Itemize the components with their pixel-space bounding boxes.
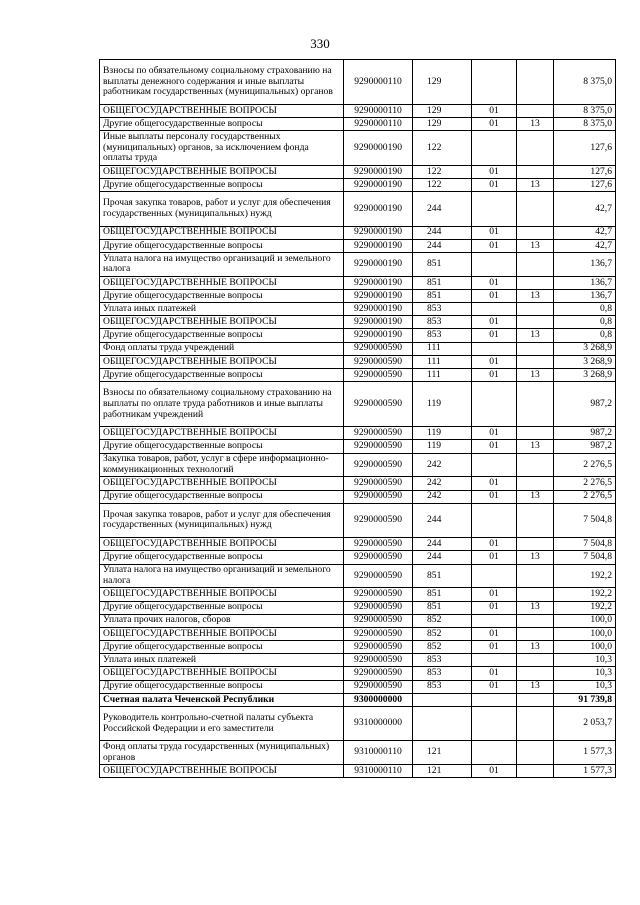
expense-type-code-cell: 244 <box>413 192 472 226</box>
target-article-code-cell: 9290000590 <box>344 654 413 667</box>
expense-type-code-cell: 242 <box>413 453 472 477</box>
section-code-cell: 01 <box>472 490 517 503</box>
expense-type-code-cell: 129 <box>413 118 472 131</box>
table-row <box>100 427 616 440</box>
section-code-cell: 01 <box>472 369 517 382</box>
target-article-code-cell: 9290000590 <box>344 551 413 564</box>
section-code-cell: 01 <box>472 538 517 551</box>
item-name-cell: ОБЩЕГОСУДАРСТВЕННЫЕ ВОПРОСЫ <box>100 105 344 118</box>
amount-cell: 100,0 <box>554 641 616 654</box>
table-row <box>100 453 616 477</box>
amount-cell: 8 375,0 <box>554 105 616 118</box>
amount-cell: 0,8 <box>554 303 616 316</box>
section-code-cell: 01 <box>472 105 517 118</box>
subsection-code-cell <box>517 276 554 289</box>
table-row <box>100 538 616 551</box>
subsection-code-cell <box>517 60 554 105</box>
section-code-cell: 01 <box>472 477 517 490</box>
section-code-cell: 01 <box>472 165 517 178</box>
section-code-cell <box>472 60 517 105</box>
target-article-code-cell: 9290000190 <box>344 192 413 226</box>
target-article-code-cell: 9290000190 <box>344 252 413 276</box>
expense-type-code-cell: 122 <box>413 131 472 165</box>
subsection-code-cell <box>517 667 554 680</box>
expense-type-code-cell: 119 <box>413 440 472 453</box>
item-name-cell: Счетная палата Чеченской Республики <box>100 693 344 706</box>
item-name-cell: Уплата налога на имущество организаций и земельного налога <box>100 252 344 276</box>
expense-type-code-cell: 121 <box>413 741 472 765</box>
section-code-cell: 01 <box>472 551 517 564</box>
table-row <box>100 118 616 131</box>
target-article-code-cell: 9300000000 <box>344 693 413 706</box>
target-article-code-cell: 9290000590 <box>344 453 413 477</box>
amount-cell: 100,0 <box>554 614 616 627</box>
subsection-code-cell <box>517 503 554 537</box>
item-name-cell: Взносы по обязательному социальному страхованию на выплаты по оплате труда работников и иные выплаты работникам учреждений <box>100 382 344 427</box>
target-article-code-cell: 9290000190 <box>344 165 413 178</box>
table-row <box>100 614 616 627</box>
item-name-cell: ОБЩЕГОСУДАРСТВЕННЫЕ ВОПРОСЫ <box>100 588 344 601</box>
amount-cell: 8 375,0 <box>554 118 616 131</box>
amount-cell: 3 268,9 <box>554 369 616 382</box>
section-code-cell: 01 <box>472 765 517 778</box>
expense-type-code-cell: 119 <box>413 382 472 427</box>
item-name-cell: Иные выплаты персоналу государственных (муниципальных) органов, за исключением фонда оплаты труда <box>100 131 344 165</box>
table-row <box>100 342 616 355</box>
target-article-code-cell: 9290000590 <box>344 355 413 368</box>
expense-type-code-cell: 122 <box>413 165 472 178</box>
amount-cell: 192,2 <box>554 564 616 588</box>
section-code-cell: 01 <box>472 627 517 640</box>
section-code-cell: 01 <box>472 601 517 614</box>
table-row <box>100 276 616 289</box>
item-name-cell: Другие общегосударственные вопросы <box>100 329 344 342</box>
target-article-code-cell: 9290000110 <box>344 105 413 118</box>
amount-cell: 100,0 <box>554 627 616 640</box>
expense-type-code-cell <box>413 693 472 706</box>
item-name-cell: Закупка товаров, работ, услуг в сфере информационно-коммуникационных технологий <box>100 453 344 477</box>
item-name-cell: Другие общегосударственные вопросы <box>100 289 344 302</box>
subsection-code-cell <box>517 192 554 226</box>
item-name-cell: Уплата налога на имущество организаций и земельного налога <box>100 564 344 588</box>
subsection-code-cell <box>517 693 554 706</box>
amount-cell: 127,6 <box>554 131 616 165</box>
amount-cell: 987,2 <box>554 382 616 427</box>
table-row <box>100 707 616 741</box>
section-code-cell: 01 <box>472 329 517 342</box>
subsection-code-cell <box>517 342 554 355</box>
target-article-code-cell: 9290000590 <box>344 614 413 627</box>
section-code-cell: 01 <box>472 680 517 693</box>
item-name-cell: Фонд оплаты труда учреждений <box>100 342 344 355</box>
subsection-code-cell <box>517 303 554 316</box>
table-row <box>100 303 616 316</box>
table-row <box>100 741 616 765</box>
expense-type-code-cell: 851 <box>413 588 472 601</box>
table-row <box>100 60 616 105</box>
target-article-code-cell: 9290000110 <box>344 60 413 105</box>
section-code-cell <box>472 503 517 537</box>
section-code-cell <box>472 564 517 588</box>
item-name-cell: Уплата прочих налогов, сборов <box>100 614 344 627</box>
subsection-code-cell: 13 <box>517 118 554 131</box>
amount-cell: 0,8 <box>554 329 616 342</box>
amount-cell: 10,3 <box>554 654 616 667</box>
item-name-cell: Взносы по обязательному социальному страхованию на выплаты денежного содержания и иные выплаты работникам государственных (муниципальных) органов <box>100 60 344 105</box>
subsection-code-cell <box>517 654 554 667</box>
amount-cell: 91 739,8 <box>554 693 616 706</box>
subsection-code-cell <box>517 477 554 490</box>
amount-cell: 7 504,8 <box>554 538 616 551</box>
amount-cell: 3 268,9 <box>554 355 616 368</box>
target-article-code-cell: 9290000190 <box>344 289 413 302</box>
item-name-cell: Другие общегосударственные вопросы <box>100 440 344 453</box>
section-code-cell <box>472 252 517 276</box>
expense-type-code-cell: 121 <box>413 765 472 778</box>
amount-cell: 0,8 <box>554 316 616 329</box>
section-code-cell: 01 <box>472 316 517 329</box>
subsection-code-cell: 13 <box>517 369 554 382</box>
table-row <box>100 588 616 601</box>
item-name-cell: Другие общегосударственные вопросы <box>100 239 344 252</box>
subsection-code-cell <box>517 382 554 427</box>
table-row <box>100 178 616 191</box>
item-name-cell: ОБЩЕГОСУДАРСТВЕННЫЕ ВОПРОСЫ <box>100 316 344 329</box>
expense-type-code-cell: 852 <box>413 614 472 627</box>
item-name-cell: Другие общегосударственные вопросы <box>100 118 344 131</box>
item-name-cell: Другие общегосударственные вопросы <box>100 490 344 503</box>
section-code-cell <box>472 192 517 226</box>
expense-type-code-cell: 851 <box>413 276 472 289</box>
subsection-code-cell: 13 <box>517 178 554 191</box>
table-row <box>100 329 616 342</box>
target-article-code-cell: 9290000590 <box>344 667 413 680</box>
section-code-cell: 01 <box>472 641 517 654</box>
section-code-cell: 01 <box>472 427 517 440</box>
table-row <box>100 105 616 118</box>
amount-cell: 7 504,8 <box>554 551 616 564</box>
target-article-code-cell: 9290000590 <box>344 564 413 588</box>
subsection-code-cell <box>517 614 554 627</box>
table-row <box>100 369 616 382</box>
amount-cell: 8 375,0 <box>554 60 616 105</box>
table-row <box>100 490 616 503</box>
amount-cell: 2 053,7 <box>554 707 616 741</box>
subsection-code-cell <box>517 105 554 118</box>
section-code-cell: 01 <box>472 289 517 302</box>
item-name-cell: Другие общегосударственные вопросы <box>100 601 344 614</box>
subsection-code-cell: 13 <box>517 440 554 453</box>
target-article-code-cell: 9310000000 <box>344 707 413 741</box>
section-code-cell: 01 <box>472 178 517 191</box>
item-name-cell: Другие общегосударственные вопросы <box>100 641 344 654</box>
expense-type-code-cell: 244 <box>413 226 472 239</box>
section-code-cell <box>472 693 517 706</box>
target-article-code-cell: 9290000590 <box>344 490 413 503</box>
item-name-cell: Руководитель контрольно-счетной палаты субъекта Российской Федерации и его заместители <box>100 707 344 741</box>
subsection-code-cell <box>517 564 554 588</box>
table-row <box>100 564 616 588</box>
section-code-cell: 01 <box>472 276 517 289</box>
expense-type-code-cell: 851 <box>413 252 472 276</box>
expense-type-code-cell: 242 <box>413 490 472 503</box>
amount-cell: 136,7 <box>554 252 616 276</box>
table-row <box>100 503 616 537</box>
amount-cell: 42,7 <box>554 226 616 239</box>
table-row <box>100 765 616 778</box>
expense-type-code-cell: 122 <box>413 178 472 191</box>
item-name-cell: Прочая закупка товаров, работ и услуг для обеспечения государственных (муниципальных) нужд <box>100 503 344 537</box>
amount-cell: 2 276,5 <box>554 490 616 503</box>
target-article-code-cell: 9290000590 <box>344 627 413 640</box>
expense-type-code-cell: 244 <box>413 551 472 564</box>
subsection-code-cell <box>517 165 554 178</box>
item-name-cell: ОБЩЕГОСУДАРСТВЕННЫЕ ВОПРОСЫ <box>100 765 344 778</box>
target-article-code-cell: 9290000190 <box>344 276 413 289</box>
item-name-cell: ОБЩЕГОСУДАРСТВЕННЫЕ ВОПРОСЫ <box>100 276 344 289</box>
expense-type-code-cell: 853 <box>413 316 472 329</box>
expense-type-code-cell: 853 <box>413 667 472 680</box>
amount-cell: 136,7 <box>554 276 616 289</box>
section-code-cell: 01 <box>472 239 517 252</box>
target-article-code-cell: 9290000190 <box>344 239 413 252</box>
table-row <box>100 239 616 252</box>
item-name-cell: Уплата иных платежей <box>100 654 344 667</box>
target-article-code-cell: 9290000590 <box>344 369 413 382</box>
subsection-code-cell <box>517 355 554 368</box>
table-row <box>100 355 616 368</box>
subsection-code-cell: 13 <box>517 329 554 342</box>
subsection-code-cell <box>517 252 554 276</box>
target-article-code-cell: 9310000110 <box>344 765 413 778</box>
target-article-code-cell: 9290000590 <box>344 440 413 453</box>
item-name-cell: Другие общегосударственные вопросы <box>100 178 344 191</box>
subsection-code-cell: 13 <box>517 239 554 252</box>
section-code-cell: 01 <box>472 588 517 601</box>
subsection-code-cell <box>517 316 554 329</box>
amount-cell: 127,6 <box>554 178 616 191</box>
amount-cell: 987,2 <box>554 440 616 453</box>
item-name-cell: ОБЩЕГОСУДАРСТВЕННЫЕ ВОПРОСЫ <box>100 627 344 640</box>
amount-cell: 42,7 <box>554 192 616 226</box>
target-article-code-cell: 9290000590 <box>344 588 413 601</box>
target-article-code-cell: 9290000590 <box>344 382 413 427</box>
expense-type-code-cell: 852 <box>413 641 472 654</box>
subsection-code-cell <box>517 453 554 477</box>
target-article-code-cell: 9290000190 <box>344 316 413 329</box>
amount-cell: 2 276,5 <box>554 477 616 490</box>
expense-type-code-cell: 244 <box>413 538 472 551</box>
expense-type-code-cell: 852 <box>413 627 472 640</box>
subsection-code-cell <box>517 131 554 165</box>
table-row <box>100 226 616 239</box>
table-row <box>100 680 616 693</box>
subsection-code-cell: 13 <box>517 601 554 614</box>
item-name-cell: Другие общегосударственные вопросы <box>100 680 344 693</box>
amount-cell: 192,2 <box>554 588 616 601</box>
section-code-cell <box>472 654 517 667</box>
section-code-cell: 01 <box>472 440 517 453</box>
table-row <box>100 601 616 614</box>
section-code-cell: 01 <box>472 118 517 131</box>
section-code-cell <box>472 303 517 316</box>
item-name-cell: Фонд оплаты труда государственных (муниципальных) органов <box>100 741 344 765</box>
expense-type-code-cell: 111 <box>413 342 472 355</box>
table-row <box>100 667 616 680</box>
target-article-code-cell: 9290000590 <box>344 601 413 614</box>
section-code-cell <box>472 342 517 355</box>
expense-type-code-cell: 119 <box>413 427 472 440</box>
subsection-code-cell <box>517 538 554 551</box>
amount-cell: 2 276,5 <box>554 453 616 477</box>
amount-cell: 192,2 <box>554 601 616 614</box>
budget-table <box>99 59 616 778</box>
item-name-cell: ОБЩЕГОСУДАРСТВЕННЫЕ ВОПРОСЫ <box>100 667 344 680</box>
target-article-code-cell: 9310000110 <box>344 741 413 765</box>
subsection-code-cell: 13 <box>517 551 554 564</box>
target-article-code-cell: 9290000590 <box>344 538 413 551</box>
table-row <box>100 165 616 178</box>
expense-type-code-cell <box>413 707 472 741</box>
expense-type-code-cell: 851 <box>413 564 472 588</box>
target-article-code-cell: 9290000590 <box>344 427 413 440</box>
item-name-cell: ОБЩЕГОСУДАРСТВЕННЫЕ ВОПРОСЫ <box>100 427 344 440</box>
table-row <box>100 316 616 329</box>
table-row <box>100 382 616 427</box>
target-article-code-cell: 9290000590 <box>344 503 413 537</box>
target-article-code-cell: 9290000110 <box>344 118 413 131</box>
section-code-cell <box>472 131 517 165</box>
table-row <box>100 440 616 453</box>
expense-type-code-cell: 244 <box>413 239 472 252</box>
table-row <box>100 477 616 490</box>
table-row <box>100 252 616 276</box>
table-row <box>100 289 616 302</box>
section-code-cell: 01 <box>472 667 517 680</box>
expense-type-code-cell: 851 <box>413 601 472 614</box>
expense-type-code-cell: 129 <box>413 60 472 105</box>
item-name-cell: ОБЩЕГОСУДАРСТВЕННЫЕ ВОПРОСЫ <box>100 226 344 239</box>
section-code-cell <box>472 741 517 765</box>
section-code-cell: 01 <box>472 226 517 239</box>
item-name-cell: Уплата иных платежей <box>100 303 344 316</box>
target-article-code-cell: 9290000590 <box>344 641 413 654</box>
expense-type-code-cell: 111 <box>413 355 472 368</box>
table-row <box>100 641 616 654</box>
table-row <box>100 192 616 226</box>
subsection-code-cell <box>517 588 554 601</box>
target-article-code-cell: 9290000190 <box>344 226 413 239</box>
subsection-code-cell: 13 <box>517 289 554 302</box>
amount-cell: 1 577,3 <box>554 765 616 778</box>
amount-cell: 7 504,8 <box>554 503 616 537</box>
target-article-code-cell: 9290000190 <box>344 178 413 191</box>
amount-cell: 3 268,9 <box>554 342 616 355</box>
subsection-code-cell: 13 <box>517 641 554 654</box>
target-article-code-cell: 9290000590 <box>344 680 413 693</box>
amount-cell: 10,3 <box>554 667 616 680</box>
subsection-code-cell <box>517 741 554 765</box>
table-row <box>100 654 616 667</box>
expense-type-code-cell: 851 <box>413 289 472 302</box>
target-article-code-cell: 9290000190 <box>344 329 413 342</box>
subsection-code-cell <box>517 627 554 640</box>
page-number: 330 <box>310 36 330 51</box>
item-name-cell: ОБЩЕГОСУДАРСТВЕННЫЕ ВОПРОСЫ <box>100 477 344 490</box>
expense-type-code-cell: 853 <box>413 329 472 342</box>
expense-type-code-cell: 853 <box>413 303 472 316</box>
subsection-code-cell: 13 <box>517 680 554 693</box>
section-code-cell <box>472 453 517 477</box>
table-row <box>100 131 616 165</box>
expense-type-code-cell: 242 <box>413 477 472 490</box>
table-row <box>100 627 616 640</box>
section-code-cell: 01 <box>472 355 517 368</box>
target-article-code-cell: 9290000190 <box>344 131 413 165</box>
item-name-cell: Прочая закупка товаров, работ и услуг для обеспечения государственных (муниципальных) нужд <box>100 192 344 226</box>
target-article-code-cell: 9290000590 <box>344 477 413 490</box>
item-name-cell: ОБЩЕГОСУДАРСТВЕННЫЕ ВОПРОСЫ <box>100 538 344 551</box>
table-row <box>100 551 616 564</box>
subsection-code-cell <box>517 707 554 741</box>
expense-type-code-cell: 853 <box>413 654 472 667</box>
section-code-cell <box>472 382 517 427</box>
amount-cell: 987,2 <box>554 427 616 440</box>
expense-type-code-cell: 129 <box>413 105 472 118</box>
amount-cell: 1 577,3 <box>554 741 616 765</box>
table-row <box>100 693 616 706</box>
subsection-code-cell <box>517 765 554 778</box>
subsection-code-cell <box>517 427 554 440</box>
section-code-cell <box>472 707 517 741</box>
item-name-cell: ОБЩЕГОСУДАРСТВЕННЫЕ ВОПРОСЫ <box>100 165 344 178</box>
section-code-cell <box>472 614 517 627</box>
amount-cell: 10,3 <box>554 680 616 693</box>
subsection-code-cell: 13 <box>517 490 554 503</box>
expense-type-code-cell: 244 <box>413 503 472 537</box>
expense-type-code-cell: 853 <box>413 680 472 693</box>
expense-type-code-cell: 111 <box>413 369 472 382</box>
item-name-cell: Другие общегосударственные вопросы <box>100 551 344 564</box>
amount-cell: 136,7 <box>554 289 616 302</box>
item-name-cell: Другие общегосударственные вопросы <box>100 369 344 382</box>
item-name-cell: ОБЩЕГОСУДАРСТВЕННЫЕ ВОПРОСЫ <box>100 355 344 368</box>
target-article-code-cell: 9290000190 <box>344 303 413 316</box>
subsection-code-cell <box>517 226 554 239</box>
amount-cell: 42,7 <box>554 239 616 252</box>
amount-cell: 127,6 <box>554 165 616 178</box>
target-article-code-cell: 9290000590 <box>344 342 413 355</box>
